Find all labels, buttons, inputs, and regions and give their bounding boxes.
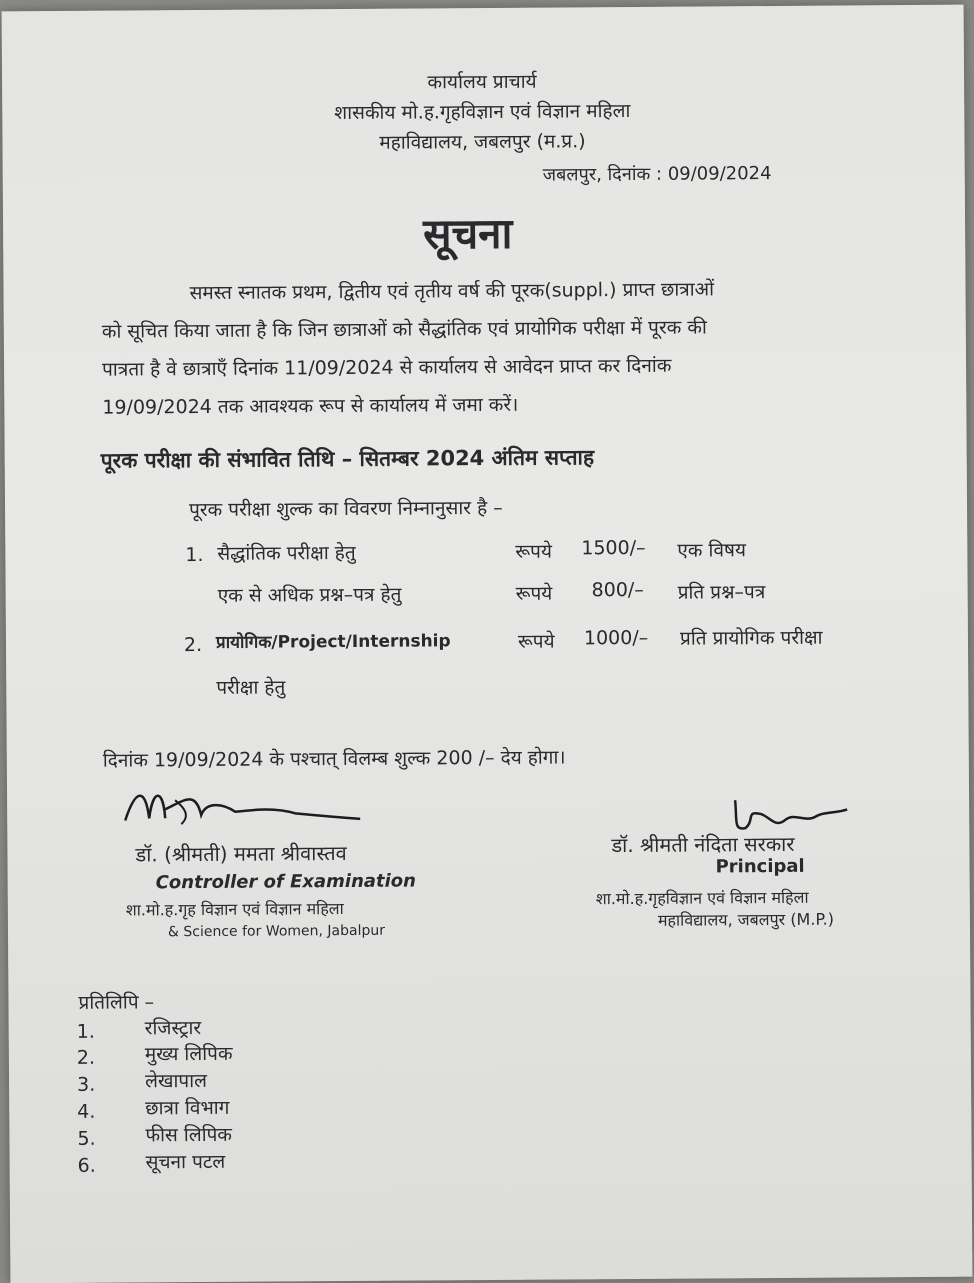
fee-amount: 1500/– (581, 536, 646, 560)
fee-currency: रूपये (515, 582, 553, 605)
fee-currency: रूपये (515, 540, 553, 563)
list-item: छात्रा विभाग (145, 1096, 230, 1120)
list-item: लेखापाल (144, 1069, 208, 1093)
body-line-1: समस्त स्नातक प्रथम, द्वितीय एवं तृतीय वर्ष की पूरक(suppl.) प्राप्त छात्राओं (189, 278, 715, 305)
signatory-left-org: शा.मो.ह.गृह विज्ञान एवं विज्ञान महिला (125, 899, 344, 920)
office-heading: कार्यालय प्राचार्य (427, 70, 537, 94)
list-item-number: 2. (76, 1046, 96, 1069)
list-item-number: 3. (76, 1073, 96, 1096)
body-line-3: पात्रता है वे छात्राएँ दिनांक 11/09/2024 से कार्यालय से आवेदन प्राप्त कर दिनांक (101, 354, 672, 381)
list-item-number: 4. (77, 1100, 96, 1123)
fee-item-continued: परीक्षा हेतु (216, 676, 286, 699)
fee-num: 1. (185, 543, 204, 567)
exam-date: पूरक परीक्षा की संभावित तिथि – सितम्बर 2024 अंतिम सप्ताह (100, 445, 595, 473)
issue-date: जबलपुर, दिनांक : 09/09/2024 (542, 163, 772, 186)
fee-currency: रूपये (517, 630, 555, 653)
fee-unit: प्रति प्रश्न–पत्र (677, 581, 766, 604)
paper-sheet (2, 5, 973, 1283)
fee-amount: 1000/– (583, 626, 649, 650)
fee-item: सैद्धांतिक परीक्षा हेतु (217, 541, 356, 565)
signatory-left-org-2: & Science for Women, Jabalpur (167, 922, 386, 941)
copy-to-heading: प्रतिलिपि – (78, 991, 155, 1014)
list-item: फीस लिपिक (145, 1123, 233, 1147)
college-location: महाविद्यालय, जबलपुर (म.प्र.) (379, 130, 586, 154)
list-item-number: 1. (76, 1020, 95, 1043)
fee-unit: प्रति प्रायोगिक परीक्षा (679, 626, 823, 650)
fee-amount: 800/– (591, 578, 644, 602)
signatory-right-org: शा.मो.ह.गृहविज्ञान एवं विज्ञान महिला (595, 887, 809, 909)
signatory-right-title: Principal (715, 855, 805, 878)
fee-num: 2. (183, 633, 203, 657)
list-item: मुख्य लिपिक (144, 1042, 233, 1066)
late-fee-note: दिनांक 19/09/2024 के पश्चात् विलम्ब शुल्क 200 /– देय होगा। (102, 746, 566, 772)
list-item: रजिस्ट्रार (144, 1017, 202, 1040)
signatory-right-name: डॉ. श्रीमती नंदिता सरकार (611, 831, 795, 858)
college-name: शासकीय मो.ह.गृहविज्ञान एवं विज्ञान महिला (334, 99, 631, 125)
signatory-left-title: Controller of Examination (155, 870, 417, 894)
signatory-right-org-2: महाविद्यालय, जबलपुर (M.P.) (657, 909, 834, 930)
notice-title: सूचना (422, 208, 513, 259)
body-line-4: 19/09/2024 तक आवश्यक रूप से कार्यालय में जमा करें। (102, 393, 519, 419)
list-item-number: 6. (77, 1154, 96, 1177)
fee-unit: एक विषय (677, 539, 747, 562)
signature-left (115, 779, 365, 841)
fee-item: प्रायोगिक/Project/Internship (215, 631, 451, 653)
list-item: सूचना पटल (145, 1150, 226, 1174)
body-line-2: को सूचित किया जाता है कि जिन छात्राओं को सैद्धांतिक एवं प्रायोगिक परीक्षा में पूरक की (101, 316, 707, 343)
fee-item: एक से अधिक प्रश्न–पत्र हेतु (217, 583, 402, 607)
fee-intro: पूरक परीक्षा शुल्क का विवरण निम्नानुसार है – (188, 496, 503, 522)
list-item-number: 5. (77, 1127, 96, 1150)
signatory-left-name: डॉ. (श्रीमती) ममता श्रीवास्तव (135, 840, 347, 867)
